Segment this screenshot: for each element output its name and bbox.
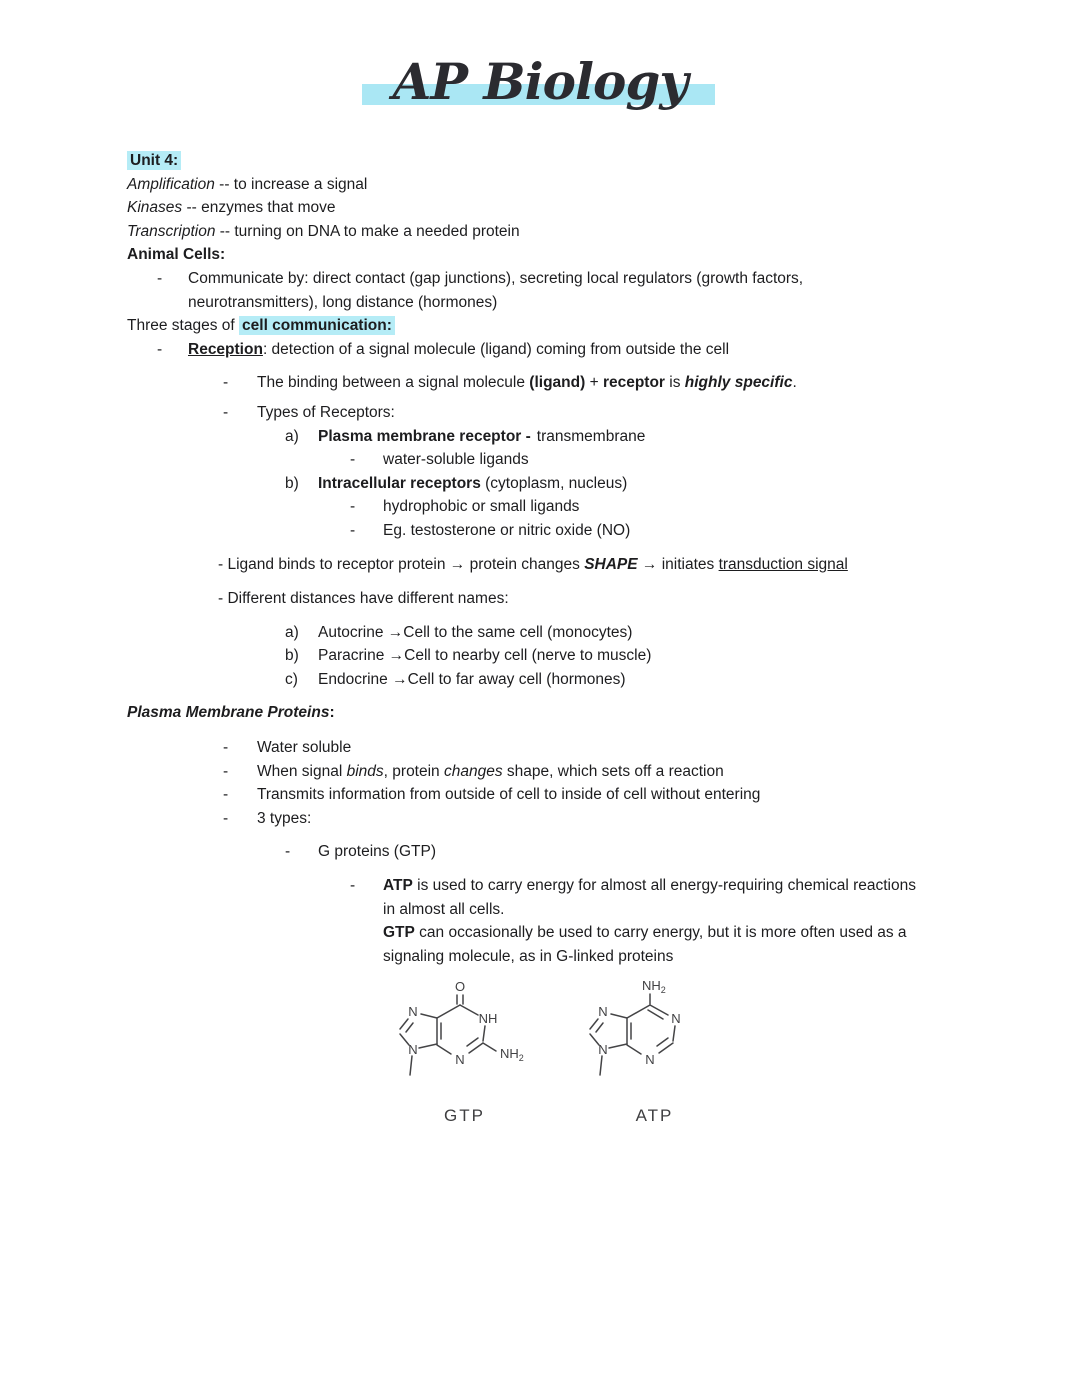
atp-figure	[572, 975, 737, 1127]
n-atom-label: N	[645, 1052, 655, 1068]
list-item-text: Autocrine →Cell to the same cell (monocytes)	[318, 623, 633, 641]
notes-content	[127, 149, 1080, 1128]
page-title: AP Biology	[392, 52, 688, 111]
list-marker: a)	[285, 427, 299, 445]
transduction-signal-underline: transduction signal	[718, 555, 848, 573]
bullet-text: 3 types:	[257, 809, 312, 827]
distance-item	[127, 644, 1080, 668]
bullet-dash: -	[223, 374, 229, 392]
distance-item	[127, 621, 1080, 645]
binding-text: The binding between a signal molecule	[257, 374, 530, 392]
definition-text: -- turning on DNA to make a needed protein	[215, 222, 520, 240]
distances-heading-line: - Different distances have different names:	[218, 590, 509, 608]
gtp-structure-image	[382, 975, 547, 1095]
pmp-b2-text: shape, which sets off a reaction	[502, 762, 724, 780]
n-atom-label: N	[671, 1011, 681, 1027]
communicate-bullet	[127, 267, 1080, 314]
n-atom-label: N	[598, 1004, 608, 1020]
bullet-dash: -	[157, 340, 163, 358]
unit-heading: Unit 4:	[127, 151, 181, 170]
bullet-dash: -	[223, 809, 229, 827]
ligand-bold: (ligand)	[529, 374, 586, 392]
definition-term: Transcription	[127, 222, 216, 240]
binding-text: +	[585, 374, 603, 392]
bullet-text: hydrophobic or small ligands	[383, 498, 580, 516]
pmp-heading-line	[127, 701, 1080, 725]
receptor-type-a	[127, 425, 1080, 449]
gtp-bold: GTP	[383, 924, 415, 942]
pmp-heading: Plasma Membrane Proteins	[127, 704, 330, 722]
gtp-atoms	[408, 979, 523, 1067]
atp-bold: ATP	[383, 877, 413, 895]
gtp-text: can occasionally be used to carry energy, but it is more often used as a signaling molecule, as in G-linked proteins	[383, 924, 907, 965]
n-atom-label: N	[598, 1042, 608, 1058]
bullet-text	[257, 371, 1080, 395]
receptor-bold: receptor	[602, 374, 665, 392]
list-item-text: Endocrine →Cell to far away cell (hormones)	[318, 670, 626, 688]
animal-cells-heading-line	[127, 243, 1080, 267]
list-item-text: Paracrine →Cell to nearby cell (nerve to muscle)	[318, 647, 652, 665]
three-stages-line	[127, 314, 1080, 338]
ligand-binds-line	[218, 553, 1080, 577]
molecule-diagram	[382, 975, 1080, 1127]
animal-cells-heading: Animal Cells:	[127, 246, 226, 264]
list-marker: b)	[285, 647, 299, 665]
definition-line	[127, 173, 1080, 197]
definition-text: -- enzymes that move	[182, 199, 336, 217]
bullet-text: water-soluble ligands	[383, 451, 529, 469]
highly-specific-emphasis: highly specific	[684, 374, 793, 392]
type-b-sub-bullet	[127, 519, 1080, 543]
cell-communication-highlight: cell communication:	[239, 316, 395, 335]
bullet-text	[257, 760, 1080, 784]
list-marker: c)	[285, 670, 298, 688]
atp-structure-image	[572, 975, 737, 1095]
shape-emphasis: SHAPE	[584, 555, 638, 573]
pmp-b2-text: , protein	[383, 762, 444, 780]
n-atom-label: N	[408, 1042, 418, 1058]
binding-bullet	[127, 371, 1080, 395]
intracellular-receptors-bold: Intracellular receptors	[318, 474, 481, 492]
gtp-label: GTP	[444, 1106, 485, 1125]
reception-text: : detection of a signal molecule (ligand) coming from outside the cell	[262, 340, 730, 358]
ligand-line-text: → initiates	[637, 555, 719, 573]
bullet-dash: -	[350, 521, 356, 539]
changes-italic: changes	[443, 762, 503, 780]
three-stages-prefix: Three stages of	[127, 317, 240, 335]
title-area	[0, 0, 1080, 150]
unit-heading-line	[127, 149, 1080, 173]
binding-text: is	[664, 374, 685, 392]
type-b-text: (cytoplasm, nucleus)	[480, 474, 628, 492]
list-marker: b)	[285, 474, 299, 492]
pmp-b2-text: When signal	[257, 762, 347, 780]
bullet-dash: -	[350, 451, 356, 469]
pmp-bullet	[127, 807, 1080, 831]
atp-sentence	[383, 874, 931, 921]
n-atom-label: N	[455, 1052, 465, 1068]
bullet-dash: -	[223, 786, 229, 804]
pmp-bullet	[127, 783, 1080, 807]
type-a-sub-bullet	[127, 448, 1080, 472]
binds-italic: binds	[346, 762, 384, 780]
bullet-text: Transmits information from outside of cell to inside of cell without entering	[257, 786, 761, 804]
bullet-text: Types of Receptors:	[257, 403, 395, 421]
atp-text: is used to carry energy for almost all energy-requiring chemical reactions in almost all cells.	[383, 877, 916, 918]
bullet-dash: -	[223, 762, 229, 780]
g-proteins-bullet	[127, 840, 1080, 864]
definition-line	[127, 196, 1080, 220]
definition-line	[127, 220, 1080, 244]
types-heading-bullet	[127, 401, 1080, 425]
reception-term: Reception	[188, 340, 263, 358]
bullet-text: Water soluble	[257, 739, 352, 757]
bullet-text: Communicate by: direct contact (gap junctions), secreting local regulators (growth factors, neurotransmitters), long distance (hormones)	[188, 269, 804, 311]
bullet-dash: -	[157, 269, 163, 287]
atp-gtp-bullet	[127, 874, 1080, 968]
list-item-text	[318, 472, 1080, 496]
definition-term: Kinases	[127, 199, 183, 217]
n-atom-label: N	[408, 1004, 418, 1020]
definition-term: Amplification	[127, 175, 215, 193]
bullet-dash: -	[350, 877, 356, 895]
atp-label: ATP	[635, 1106, 674, 1125]
nh2-atom-label: $NH_2$	[500, 1046, 524, 1064]
bullet-dash: -	[223, 739, 229, 757]
bullet-dash: -	[285, 843, 291, 861]
bullet-dash: -	[223, 403, 229, 421]
binding-text: .	[792, 374, 797, 392]
type-b-sub-bullet	[127, 495, 1080, 519]
bullet-text	[383, 874, 931, 968]
oxygen-atom-label: O	[454, 979, 466, 995]
nh-atom-label: NH	[478, 1011, 498, 1027]
bullet-text: Eg. testosterone or nitric oxide (NO)	[383, 521, 631, 539]
reception-bullet	[127, 338, 1080, 362]
pmp-bullet	[127, 760, 1080, 784]
ligand-line-text: - Ligand binds to receptor protein → protein changes	[218, 555, 585, 573]
gtp-sentence	[383, 921, 931, 968]
nh2-atom-label: $NH_2$	[642, 978, 666, 996]
bullet-text: G proteins (GTP)	[318, 843, 436, 861]
list-marker: a)	[285, 623, 299, 641]
definition-text: -- to increase a signal	[214, 175, 368, 193]
distance-item	[127, 668, 1080, 692]
list-item-text	[318, 425, 1080, 449]
receptor-type-b	[127, 472, 1080, 496]
plasma-membrane-receptor-bold: Plasma membrane receptor -	[318, 427, 531, 445]
bullet-dash: -	[350, 498, 356, 516]
bullet-text	[188, 338, 1080, 362]
pmp-bullet	[127, 736, 1080, 760]
pmp-heading-colon: :	[329, 704, 335, 722]
gtp-figure	[382, 975, 547, 1127]
type-a-text: transmembrane	[536, 427, 646, 445]
